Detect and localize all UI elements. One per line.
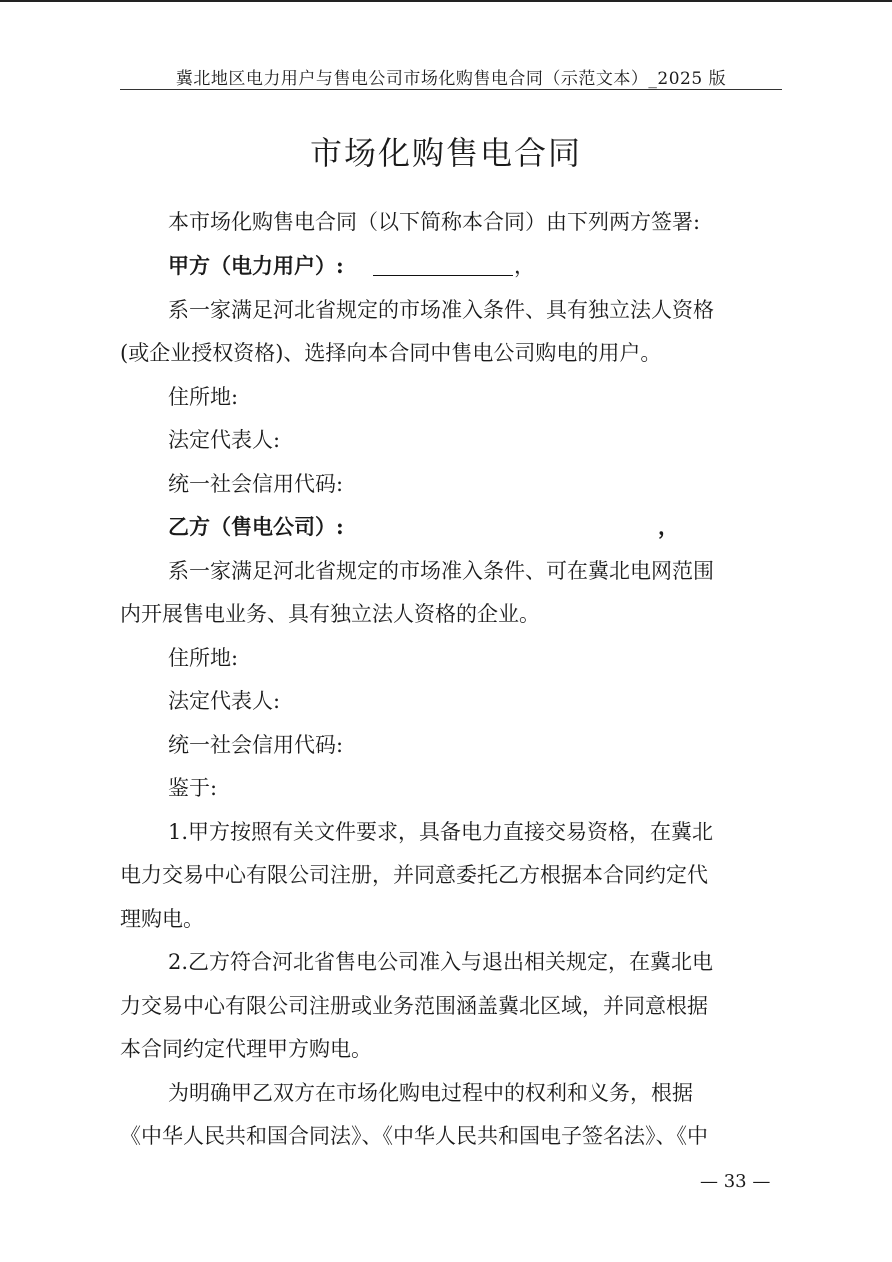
party-a-name-blank xyxy=(373,275,513,276)
header-rule xyxy=(120,89,782,90)
party-b-representative: 法定代表人: xyxy=(168,689,281,713)
party-a-address: 住所地: xyxy=(168,385,239,409)
purpose-line-2: 《中华人民共和国合同法》、《中华人民共和国电子签名法》、《中 xyxy=(120,1124,708,1148)
party-a-comma: ， xyxy=(514,254,535,278)
party-b-comma: ， xyxy=(658,514,679,539)
document-title: 市场化购售电合同 xyxy=(309,134,582,172)
item-2-line-1: 2.乙方符合河北省售电公司准入与退出相关规定，在冀北电 xyxy=(168,950,714,974)
purpose-line-1: 为明确甲乙双方在市场化购电过程中的权利和义务，根据 xyxy=(168,1081,693,1105)
party-b-address: 住所地: xyxy=(168,646,239,670)
item-1-line-1: 1.甲方按照有关文件要求，具备电力直接交易资格，在冀北 xyxy=(168,820,714,844)
party-b-desc-line-2: 内开展售电业务、具有独立法人资格的企业。 xyxy=(120,602,540,626)
party-a-label: 甲方（电力用户）: xyxy=(168,253,344,278)
party-b-label: 乙方（售电公司）: xyxy=(168,514,344,539)
item-1-line-3: 理购电。 xyxy=(120,907,204,931)
party-b-desc-line-1: 系一家满足河北省规定的市场准入条件、可在冀北电网范围 xyxy=(168,559,714,583)
page-number: — 33 — xyxy=(700,1171,771,1192)
party-a-desc-line-2: (或企业授权资格)、选择向本合同中售电公司购电的用户。 xyxy=(120,341,662,365)
intro-line: 本市场化购售电合同（以下简称本合同）由下列两方签署: xyxy=(168,210,701,234)
item-2-line-3: 本合同约定代理甲方购电。 xyxy=(120,1037,372,1061)
party-a-credit-code: 统一社会信用代码: xyxy=(168,472,344,496)
item-2-line-2: 力交易中心有限公司注册或业务范围涵盖冀北区域，并同意根据 xyxy=(120,994,708,1018)
party-a-desc-line-1: 系一家满足河北省规定的市场准入条件、具有独立法人资格 xyxy=(168,298,714,322)
party-a-representative: 法定代表人: xyxy=(168,428,281,452)
party-b-credit-code: 统一社会信用代码: xyxy=(168,733,344,757)
page-top-border xyxy=(0,0,892,2)
running-header: 冀北地区电力用户与售电公司市场化购售电合同（示范文本）_2025 版 xyxy=(175,69,727,89)
whereas-heading: 鉴于: xyxy=(168,776,218,800)
item-1-line-2: 电力交易中心有限公司注册，并同意委托乙方根据本合同约定代 xyxy=(120,863,708,887)
